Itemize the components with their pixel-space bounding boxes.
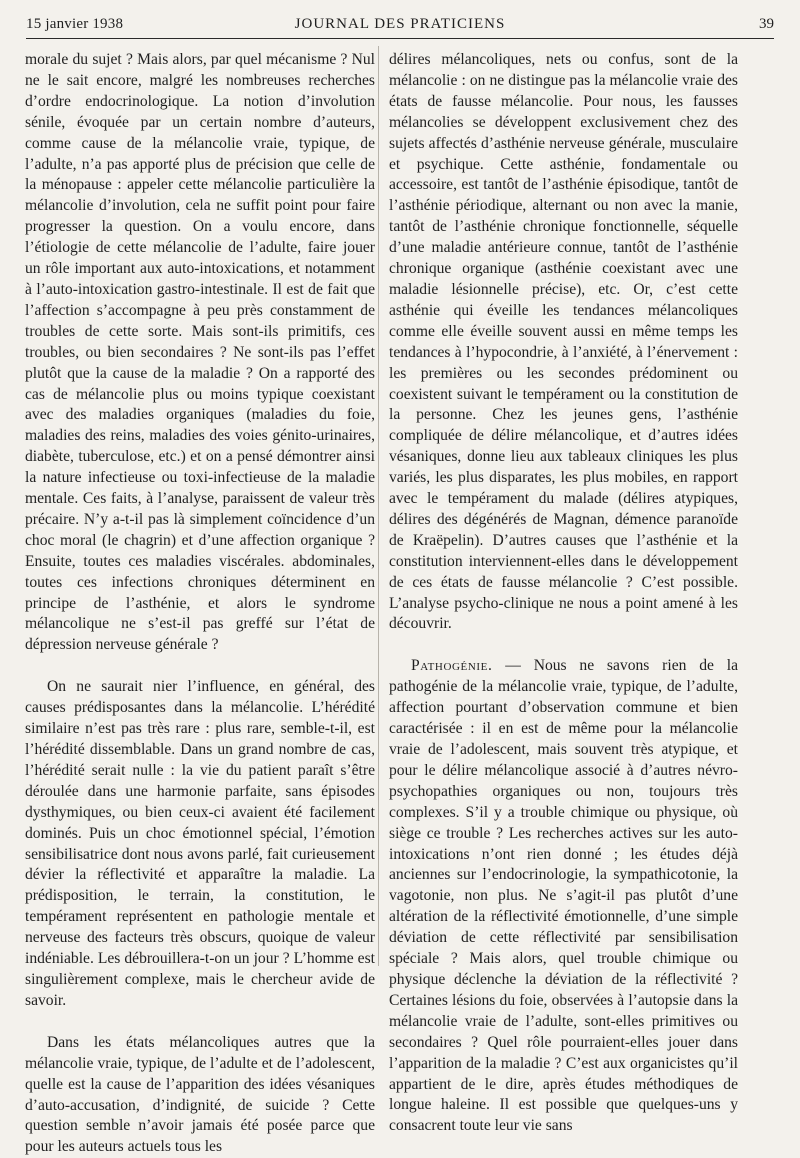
left-column	[25, 50, 375, 1158]
column-divider	[378, 46, 379, 966]
right-paragraph-1: délires mélancoliques, nets ou confus, sont de la mélancolie : on ne distingue pas la mélancolie vraie des états de fausse mélancolie. Pour nous, les fausses mélancolies se développent exclusivement chez des sujets affectés d’asthénie nerveuse générale, musculaire et psychique. Cette asthénie, fondamentale ou accessoire, est tantôt de l’asthénie épisodique, tantôt de l’asthénie périodique, alternant ou non avec la manie, tantôt de l’asthénie chronique fonctionnelle, séquelle d’une maladie antérieure connue, tantôt de l’asthénie chronique organique (asthénie coexistant avec une maladie lésionnelle précise), etc. Or, c’est cette asthénie qui éveille les tendances mélancoliques comme elle éveille souvent aussi en même temps les tendances à l’hypocondrie, à l’anxiété, à l’énervement : les premières ou les secondes prédominent ou coexistent suivant le tempérament ou la constitution de la personne. Chez les jeunes gens, l’asthénie compliquée de délire mélancolique, et d’autres idées vésaniques, donne lieu aux tableaux cliniques les plus variés, les plus disparates, les plus mobiles, en rapport avec le tempérament du malade (délires atypiques, délires des dégénérés de Magnan, démence paranoïde de Kraëpelin). D’autres causes que l’asthénie et la constitution interviennent-elles dans le développement de ces états de fausse mélancolie ? C’est possible. L’analyse psycho-clinique ne nous a point amené à les découvrir.	[389, 51, 738, 633]
right-paragraph-2	[389, 656, 738, 1137]
running-header	[26, 14, 774, 39]
header-page-number: 39	[759, 16, 774, 32]
left-paragraph-2: On ne saurait nier l’influence, en général, des causes prédisposantes dans la mélancolie. L’hérédité similaire n’est pas très rare : plus rare, semble-t-il, est l’hérédité dissemblable. Dans un grand nombre de cas, l’hérédité serait nulle : la vie du patient paraît s’être déroulée dans une harmonie parfaite, sans épisodes dysthymiques, ou bien ceux-ci avaient été facilement dominés. Puis un choc émotionnel spécial, l’émotion sensibilisatrice dont nous avons parlé, fait curieusement dévier la réflectivité et apparaître la maladie. La prédisposition, le terrain, la constitution, le tempérament représentent en pathologie mentale et nerveuse des facteurs très obscurs, quoique de valeur indéniable. Les débrouillera-t-on un jour ? L’homme est singulièrement complexe, mais le chercheur avide de savoir.	[25, 678, 375, 1009]
header-journal-title: JOURNAL DES PRATICIENS	[294, 16, 506, 32]
right-column	[389, 50, 738, 1137]
right-paragraph-2-text: — Nous ne savons rien de la pathogénie de la mélancolie vraie, typique, de l’adulte, affection pourtant d’observation commune et bien caractérisée : il en est de même pour la mélancolie vraie de l’adolescent, mais souvent très atypique, et pour le délire mélancolique associé à d’autres névro-psychopathies organiques ou non, toujours très complexes. S’il y a trouble chimique ou physique, où siège ce trouble ? Les recherches actives sur les auto-intoxications n’ont rien donné ; les études déjà anciennes sur l’endocrinologie, la sympathicotonie, la vagotonie, non plus. Ne s’agit-il pas plutôt d’une altération de la réflectivité émotionnelle, d’une simple déviation de cette réflectivité par sensibilisation spéciale ? Mais alors, quel trouble chimique ou physique déclenche la déviation de la réflectivité ? Certaines lésions du foie, observées à l’autopsie dans la mélancolie vraie de l’adulte, sont-elles primitives ou secondaires ? Quel rôle pourraient-elles jouer dans l’apparition de la maladie ? C’est aux organicistes qu’il appartient de le dire, après études méthodiques de longue haleine. Il est possible que quelques-uns y consacrent toute leur vie sans	[389, 657, 738, 1135]
left-paragraph-3: Dans les états mélancoliques autres que la mélancolie vraie, typique, de l’adulte et de l’adolescent, quelle est la cause de l’apparition des idées vésaniques d’auto-accusation, d’indignité, de suicide ? Cette question semble n’avoir jamais été posée parce que pour les auteurs actuels tous les	[25, 1033, 375, 1156]
left-paragraph-1: morale du sujet ? Mais alors, par quel mécanisme ? Nul ne le sait encore, malgré les nombreuses recherches d’ordre endocrinologique. La notion d’involution sénile, évoquée par un certain nombre d’auteurs, comme cause de la mélancolie vraie, typique, de l’adulte, n’a pas apporté plus de précision que celle de la ménopause : appeler cette mélancolie particulière la mélancolie d’involution, cela ne suffit point pour faire progresser la question. On a voulu encore, dans l’étiologie de cette mélancolie de l’adulte, faire jouer un rôle important aux auto-intoxications, et notamment à l’auto-intoxication gastro-intestinale. Il est de fait que l’affection s’accompagne à peu près constamment de troubles de cette sorte. Mais sont-ils primitifs, ces troubles, ou bien secondaires ? Ne sont-ils pas l’effet plutôt que la cause de la maladie ? On a rapporté des cas de mélancolie plus ou moins typique coexistant avec des maladies organiques (maladies du foie, maladies des reins, maladies des voies génito-urinaires, diabète, tuberculose, etc.) et on a pensé démontrer ainsi la nature infectieuse ou toxi-infectieuse de la maladie mentale. Ces faits, à l’analyse, paraissent de valeur très précaire. N’y a-t-il pas là simplement coïncidence d’un choc moral (le chagrin) et d’une affection organique ? Ensuite, toutes ces maladies viscérales. abdominales, toutes ces infections chroniques déterminent en principe de l’asthénie, et alors le syndrome mélancolique ne s’est-il pas greffé sur l’état de dépression nerveuse générale ?	[25, 51, 375, 654]
header-date: 15 janvier 1938	[26, 16, 124, 32]
section-heading-pathogenie: Pathogénie.	[411, 657, 493, 675]
